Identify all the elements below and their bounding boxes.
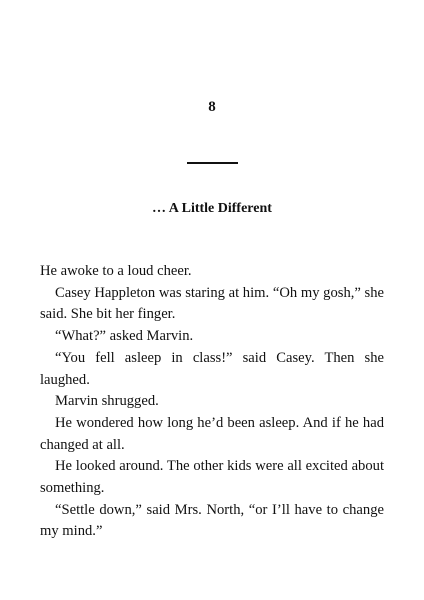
chapter-body — [40, 261, 384, 543]
paragraph: Casey Happleton was staring at him. “Oh my gosh,” she said. She bit her finger. — [40, 284, 384, 323]
chapter-title: … A Little Different — [152, 201, 272, 216]
paragraph: “What?” asked Marvin. — [55, 328, 194, 345]
paragraph: He looked around. The other kids were all excited about something. — [40, 458, 384, 497]
paragraph: He awoke to a loud cheer. — [40, 263, 192, 279]
paragraph: “Settle down,” said Mrs. North, “or I’ll have to change my mind.” — [40, 501, 384, 540]
paragraph: Marvin shrugged. — [55, 393, 159, 410]
chapter-divider — [187, 162, 238, 164]
paragraph: He wondered how long he’d been asleep. And if he had changed at all. — [40, 414, 384, 453]
paragraph: “You fell asleep in class!” said Casey. Then she laughed. — [40, 349, 384, 388]
chapter-number: 8 — [208, 99, 216, 115]
